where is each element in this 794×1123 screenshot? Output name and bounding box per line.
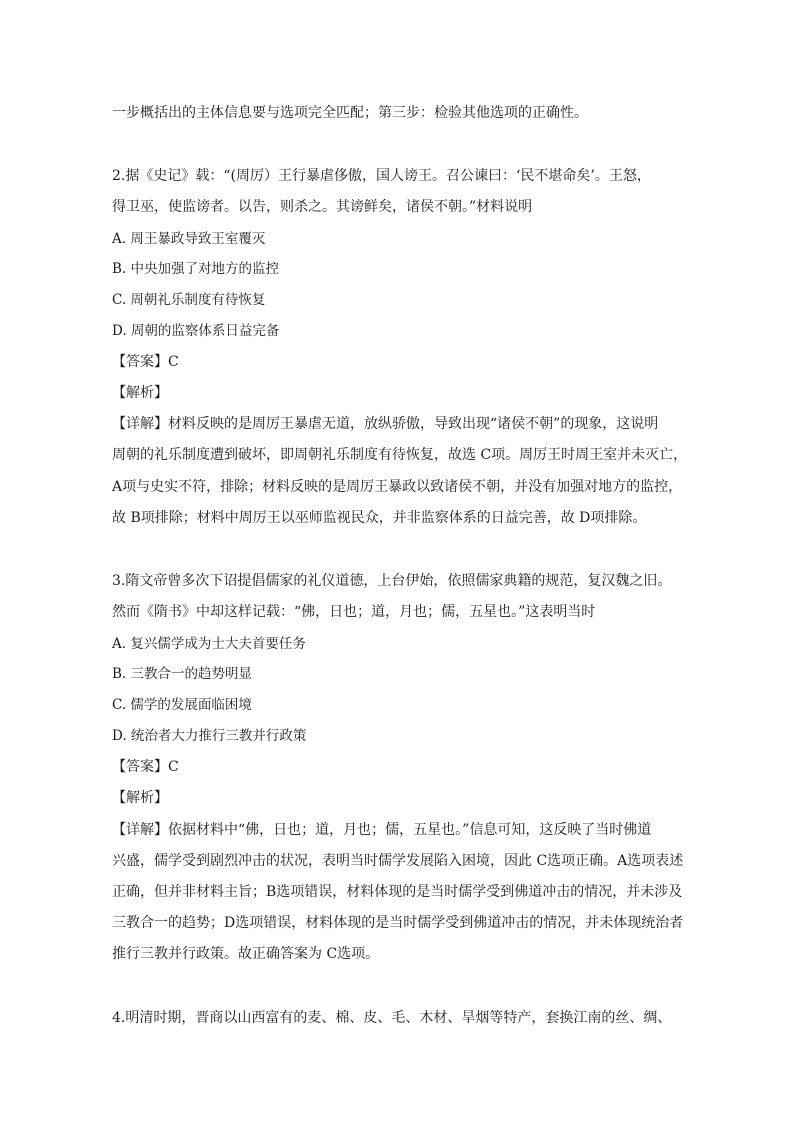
question-4-stem-line-1: 4.明清时期，晋商以山西富有的麦、棉、皮、毛、木材、旱烟等特产，套换江南的丝、绸、 <box>112 1010 672 1026</box>
question-2-answer: 【答案】C <box>112 354 179 370</box>
intro-text: 一步概括出的主体信息要与选项完全匹配；第三步：检验其他选项的正确性。 <box>112 105 588 121</box>
question-3-stem-line-1: 3.隋文帝曾多次下诏提倡儒家的礼仪道德，上台伊始，依照儒家典籍的规范，复汉魏之旧。 <box>112 573 672 589</box>
question-2-stem-line-2: 得卫巫，使监谤者。以告，则杀之。其谤鲜矣，诸侯不朝。”材料说明 <box>112 199 533 215</box>
question-3-analysis-label: 【解析】 <box>112 790 168 806</box>
question-2-option-c: C. 周朝礼乐制度有待恢复 <box>112 292 266 308</box>
question-3-answer: 【答案】C <box>112 759 179 775</box>
question-2-option-d: D. 周朝的监察体系日益完备 <box>112 323 280 339</box>
question-3-option-a: A. 复兴儒学成为士大夫首要任务 <box>112 636 306 652</box>
question-2-detail-line-3: A项与史实不符，排除；材料反映的是周厉王暴政以致诸侯不朝，并没有加强对地方的监控， <box>112 479 683 495</box>
question-3-option-c: C. 儒学的发展面临困境 <box>112 697 252 713</box>
question-3-detail-line-2: 兴盛，儒学受到剧烈冲击的状况，表明当时儒学发展陷入困境，因此 C选项正确。A选项表述 <box>112 853 684 869</box>
question-2-analysis-label: 【解析】 <box>112 385 168 401</box>
question-3-option-b: B. 三教合一的趋势明显 <box>112 666 253 682</box>
question-3-detail-line-4: 三教合一的趋势；D选项错误，材料体现的是当时儒学受到佛道冲击的情况，并未体现统治者 <box>112 915 684 931</box>
question-3-detail-line-1: 【详解】依据材料中“佛，日也；道，月也；儒，五星也。”信息可知，这反映了当时佛道 <box>112 822 652 838</box>
question-2-stem-line-1: 2.据《史记》载：“(周厉）王行暴虐侈傲，国人谤王。召公谏曰：‘民不堪命矣’。王怒， <box>112 168 651 184</box>
question-3-option-d: D. 统治者大力推行三教并行政策 <box>112 728 307 744</box>
question-3-stem-line-2: 然而《隋书》中却这样记载：“佛，日也；道，月也；儒，五星也。”这表明当时 <box>112 604 596 620</box>
question-2-detail-line-2: 周朝的礼乐制度遭到破坏，即周朝礼乐制度有待恢复，故选 C项。周厉王时周王室并未灭亡， <box>112 447 688 463</box>
question-3-detail-line-3: 正确，但并非材料主旨；B选项错误，材料体现的是当时儒学受到佛道冲击的情况，并未涉及 <box>112 884 683 900</box>
question-2-detail-line-4: 故 B项排除；材料中周厉王以巫师监视民众，并非监察体系的日益完善，故 D项排除。 <box>112 510 647 526</box>
question-2-option-a: A. 周王暴政导致王室覆灭 <box>112 231 266 247</box>
question-2-detail-line-1: 【详解】材料反映的是周厉王暴虐无道，放纵骄傲，导致出现“诸侯不朝”的现象，这说明 <box>112 416 659 432</box>
question-3-detail-line-5: 推行三教并行政策。故正确答案为 C选项。 <box>112 946 380 962</box>
question-2-option-b: B. 中央加强了对地方的监控 <box>112 261 280 277</box>
